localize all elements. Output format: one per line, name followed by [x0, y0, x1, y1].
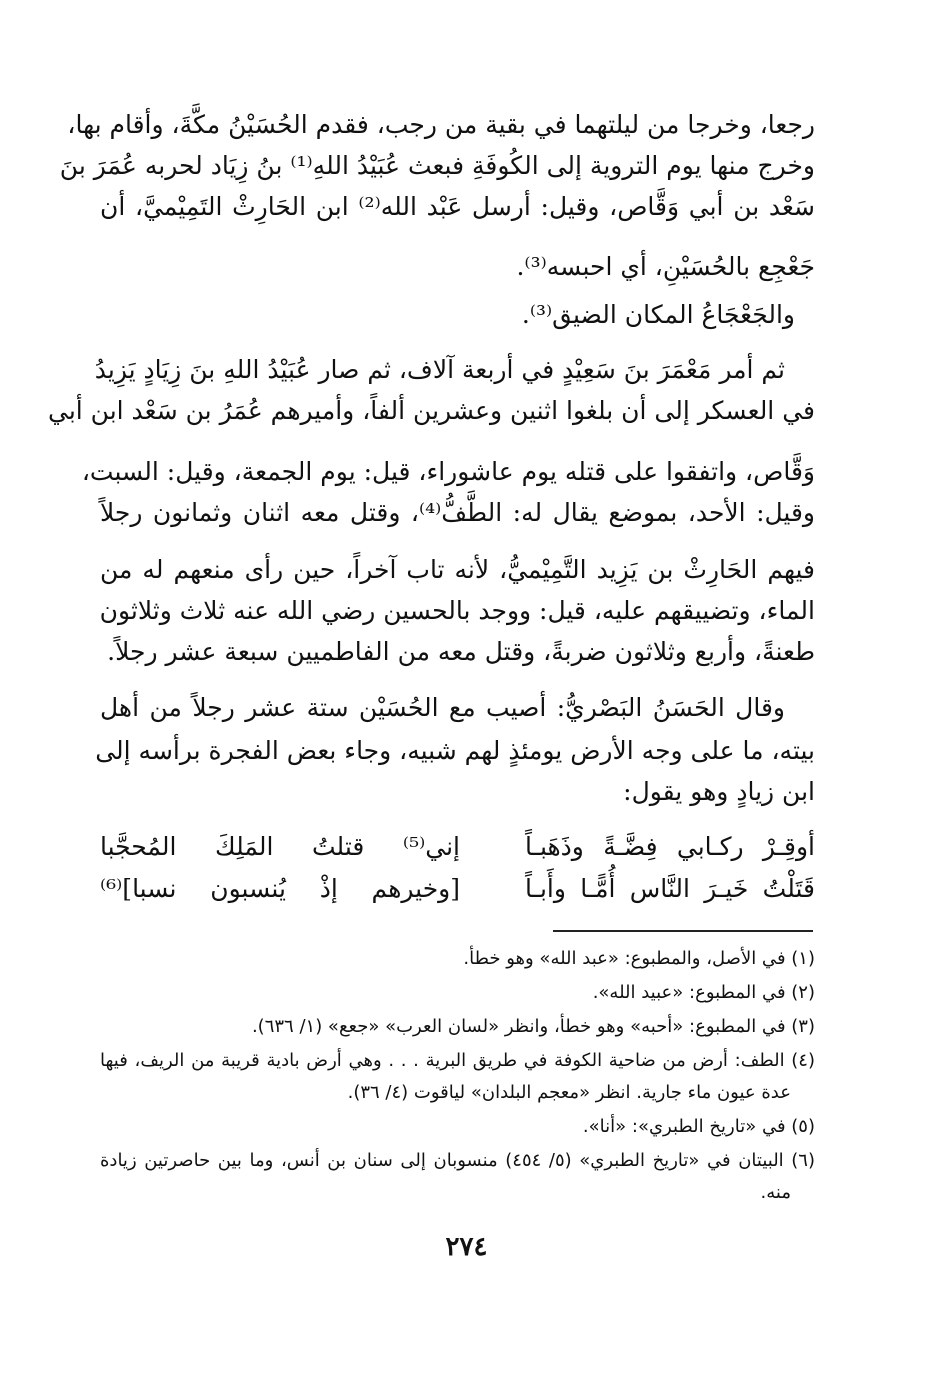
text-line: ابن زيادٍ وهو يقول:: [623, 777, 815, 806]
footnote-continuation: منه.: [760, 1182, 791, 1203]
text-line: بيته، ما على وجه الأرض يومئذٍ لهم شبيه، وجاء بعض الفجرة برأسه إلى: [95, 736, 815, 765]
text-line: وخرج منها يوم التروية إلى الكُوفَةِ فبعث عُبَيْدُ اللهِ⁽¹⁾ بنُ زِيَاد لحربه عُمَرَ بنَ: [59, 151, 815, 180]
text-line: والجَعْجَاعُ المكان الضيق⁽³⁾.: [521, 300, 795, 329]
footnote-separator: [553, 930, 813, 932]
poem-hemistich-first: أوقِـرْ ركـابي فِضَّـةً وذَهَبـاً: [525, 832, 815, 861]
text-line: ثم أمر مَعْمَرَ بنَ سَعِيْدٍ في أربعة آلاف، ثم صار عُبَيْدُ اللهِ بنَ زِيَادٍ يَزِيدُ: [94, 355, 785, 384]
text-line: في العسكر إلى أن بلغوا اثنين وعشرين ألفاً، وأميرهم عُمَرُ بن سَعْد ابن أبي: [47, 396, 815, 425]
footnote: (١) في الأصل، والمطبوع: «عبد الله» وهو خطأ.: [463, 948, 815, 969]
page-number: ٢٧٤: [445, 1232, 488, 1262]
text-line: وقال الحَسَنُ البَصْريُّ: أصيب مع الحُسَيْن ستة عشر رجلاً من أهل: [100, 693, 785, 722]
poem-verse: [100, 876, 815, 916]
poem-verse: [100, 834, 815, 874]
text-line: وَقَّاص، واتفقوا على قتله يوم عاشوراء، قيل: يوم الجمعة، وقيل: السبت،: [81, 457, 815, 486]
text-line: رجعا، وخرجا من ليلتهما في بقية من رجب، فقدم الحُسَيْنُ مكَّةَ، وأقام بها،: [67, 110, 815, 139]
footnote-continuation: عدة عيون ماء جارية. انظر «معجم البلدان» لياقوت (٤/ ٣٦).: [347, 1082, 791, 1103]
poem-hemistich-first: قَتَلْتُ خَيـرَ النَّاس أُمًّـا وأَبـاً: [525, 874, 815, 903]
footnote: (٢) في المطبوع: «عبيد الله».: [592, 982, 815, 1003]
text-line: جَعْجِع بالحُسَيْنِ، أي احبسه⁽³⁾.: [516, 252, 815, 281]
text-line: فيهم الحَارِثْ بن يَزِيد التَّمِيْميُّ، لأنه تاب آخراً، حين رأى منعهم له من: [100, 555, 815, 584]
footnote: (٣) في المطبوع: «أحبه» وهو خطأ، وانظر «لسان العرب» «جعع» (١/ ٦٣٦).: [251, 1016, 815, 1037]
poem-hemistich-second: [وخيرهم إذْ يُنسبون نسبا]⁽⁶⁾: [100, 874, 460, 903]
text-line: طعنةً، وأربع وثلاثون ضربةً، وقتل معه من الفاطميين سبعة عشر رجلاً.: [107, 637, 815, 666]
text-line: وقيل: الأحد، بموضع يقال له: الطَّفُّ⁽⁴⁾، وقتل معه اثنان وثمانون رجلاً: [100, 498, 815, 527]
text-line: سَعْد بن أبي وَقَّاص، وقيل: أرسل عَبْد الله⁽²⁾ ابن الحَارِثْ التَمِيْميَّ، أن: [100, 192, 815, 221]
footnote: (٥) في «تاريخ الطبري»: «أنا».: [582, 1116, 815, 1137]
footnote: (٤) الطف: أرض من ضاحية الكوفة في طريق البرية . . . وهي أرض بادية قريبة من الريف، فيها: [100, 1050, 815, 1071]
text-line: الماء، وتضييقهم عليه، قيل: ووجد بالحسين رضي الله عنه ثلاث وثلاثون: [99, 596, 815, 625]
footnote: (٦) البيتان في «تاريخ الطبري» (٥/ ٤٥٤) منسوبان إلى سنان بن أنس، وما بين حاصرتين زيادة: [100, 1150, 815, 1171]
poem-hemistich-second: إني⁽⁵⁾ قتلتُ المَلِكَ المُحجَّبا: [100, 832, 460, 861]
